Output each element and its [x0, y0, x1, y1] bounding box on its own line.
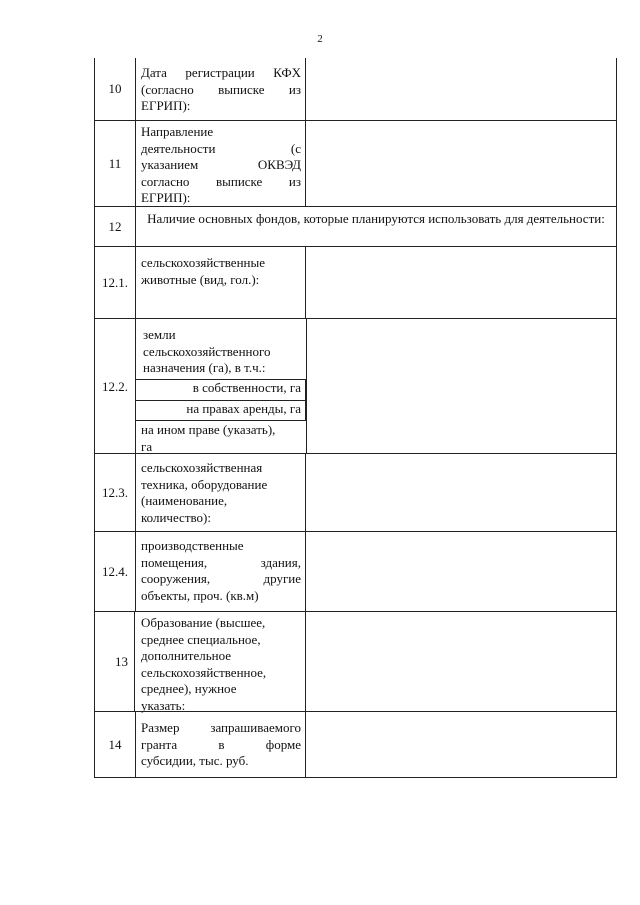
- label-line: (наименование,: [141, 493, 228, 508]
- label-line: техника, оборудование: [141, 476, 268, 492]
- label-line: Образование (высшее,: [141, 615, 266, 630]
- label-line: указать:: [141, 697, 186, 713]
- label-line: животные (вид, гол.):: [141, 271, 260, 287]
- table-row-12: [95, 206, 616, 247]
- row-number: 14: [95, 712, 136, 778]
- section-heading-fixed-assets: Наличие основных фондов, которые планируются использовать для деятельности:: [147, 211, 605, 226]
- page-number: 2: [317, 33, 323, 45]
- row-label: [136, 454, 306, 532]
- label-line: сельскохозяйственного: [143, 343, 271, 359]
- row-label: [136, 247, 306, 319]
- label-line: ЕГРИП):: [141, 98, 191, 113]
- table-row-10: [95, 58, 616, 120]
- table-row-14: [95, 711, 616, 778]
- label-line: помещения, здания,: [141, 554, 301, 570]
- label-line: субсидии, тыс. руб.: [141, 753, 249, 768]
- label-line: производственные: [141, 538, 244, 553]
- label-line: деятельности (с: [141, 140, 301, 156]
- row-label: [136, 612, 306, 712]
- value-field-activity-okved[interactable]: [307, 121, 616, 207]
- subrow-other-right: [136, 420, 306, 454]
- row-label: [136, 121, 306, 207]
- value-field-grant-amount[interactable]: [307, 712, 616, 778]
- row-number: 12.1.: [95, 247, 136, 319]
- label-line: гранта в форме: [141, 736, 301, 752]
- row-label: [136, 58, 306, 120]
- row-number: 13: [95, 612, 135, 712]
- subrow-label: на правах аренды, га: [186, 401, 301, 416]
- label-line: сельскохозяйственная: [141, 460, 263, 475]
- label-line: Направление: [141, 124, 214, 139]
- label-line: объекты, проч. (кв.м): [141, 587, 259, 603]
- table-row-13: [95, 611, 616, 712]
- subrow-lease: [136, 400, 306, 420]
- label-line: Дата регистрации КФХ: [141, 65, 301, 80]
- row-number: 12: [95, 207, 136, 247]
- label-line: сельскохозяйственное,: [141, 664, 267, 680]
- value-field-education[interactable]: [307, 612, 616, 712]
- table-row-12-4: [95, 531, 616, 612]
- table-row-11: [95, 120, 616, 207]
- value-field-livestock[interactable]: [307, 247, 616, 319]
- label-line: среднее), нужное: [141, 681, 237, 696]
- row-number: 12.4.: [95, 532, 136, 612]
- label-line: сооружения, другие: [141, 571, 301, 586]
- label-line: (согласно выписке из: [141, 81, 301, 97]
- value-field-premises[interactable]: [307, 532, 616, 612]
- value-field-land-total[interactable]: [307, 319, 616, 379]
- table-row-12-1: [95, 246, 616, 319]
- value-field-machinery[interactable]: [307, 454, 616, 532]
- label-line: среднее специальное,: [141, 631, 261, 647]
- row-number: 11: [95, 121, 136, 207]
- value-field-registration-date[interactable]: [307, 58, 616, 120]
- label-line: Размер запрашиваемого: [141, 720, 301, 735]
- label-line: количество):: [141, 509, 212, 525]
- value-field-land-leased[interactable]: [307, 401, 616, 420]
- row-number: 12.3.: [95, 454, 136, 532]
- label-line: назначения (га), в т.ч.:: [143, 360, 266, 375]
- table-row-12-3: [95, 453, 616, 532]
- label-line: указанием ОКВЭД: [141, 157, 301, 172]
- label-line: земли: [143, 327, 176, 342]
- table-row-12-2: [95, 318, 616, 454]
- label-line: на ином праве (указать),: [141, 422, 276, 437]
- value-field-land-owned[interactable]: [307, 380, 616, 400]
- row-label: [136, 712, 306, 778]
- row-number: 10: [95, 58, 136, 120]
- label-line: согласно выписке из: [141, 173, 301, 189]
- label-line: дополнительное: [141, 648, 232, 663]
- label-line: га: [141, 438, 153, 454]
- subrow-ownership: [136, 379, 306, 400]
- row-number: 12.2.: [95, 319, 136, 454]
- row-label: [136, 319, 306, 379]
- label-line: ЕГРИП):: [141, 190, 191, 205]
- label-line: сельскохозяйственные: [141, 255, 265, 270]
- value-field-land-other[interactable]: [307, 421, 616, 454]
- application-form-table: [94, 58, 617, 778]
- row-label: [136, 532, 306, 612]
- subrow-label: в собственности, га: [192, 380, 301, 395]
